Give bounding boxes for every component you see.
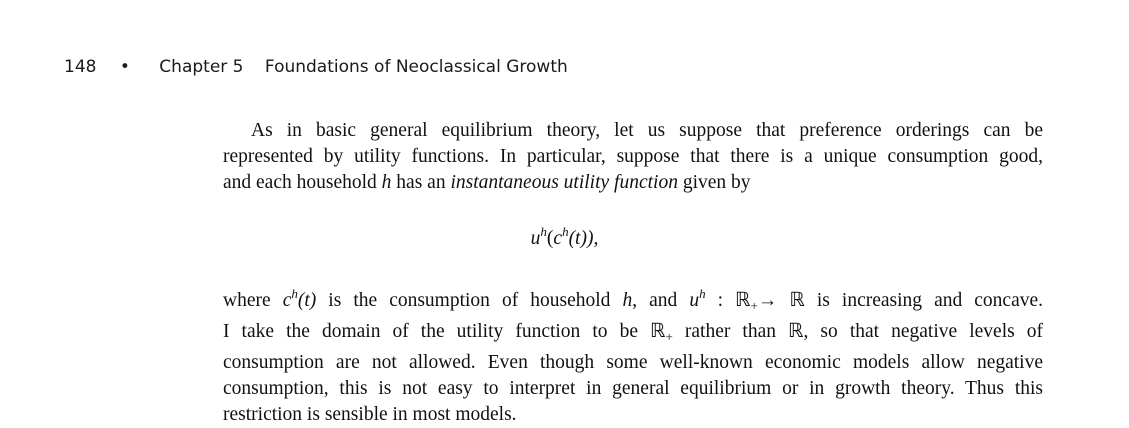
paragraph-2-line-3: consumption are not allowed. Even though some well-known economic models allow negative [223,352,1043,373]
chapter-title: Foundations of Neoclassical Growth [264,57,568,77]
paragraph-2-line-5: restriction is sensible in most models. [223,404,517,425]
defined-term: instantaneous utility function [450,172,678,193]
paragraph-2 [223,281,1043,428]
chapter-label: Chapter 5 [159,57,244,77]
paragraph-2-line-1: where $c^h(t)$ is the consumption of household h, and $u^h$ : ℝ$_+$→ ℝ is increasing and concave. [223,286,1044,313]
paragraph-1-line-3: and each household h has an instantaneous utility function given by [223,172,751,193]
paragraph-1-line-1: As in basic general equilibrium theory, let us suppose that preference orderings can be [251,120,1043,141]
page-number: 148 [64,57,97,77]
header-bullet: • [119,57,130,77]
display-equation: $u^h(c^h(t))$, [530,224,599,249]
paragraph-2-line-4: consumption, this is not easy to interpret in general equilibrium or in growth theory. Thus this [223,378,1043,399]
paragraph-1-line-2: represented by utility functions. In particular, suppose that there is a unique consumption good, [223,146,1043,167]
paragraph-1 [223,118,1043,196]
paragraph-2-line-2: I take the domain of the utility function to be ℝ$_+$ rather than ℝ, so that negative levels of [223,321,1043,344]
running-header [64,57,568,77]
